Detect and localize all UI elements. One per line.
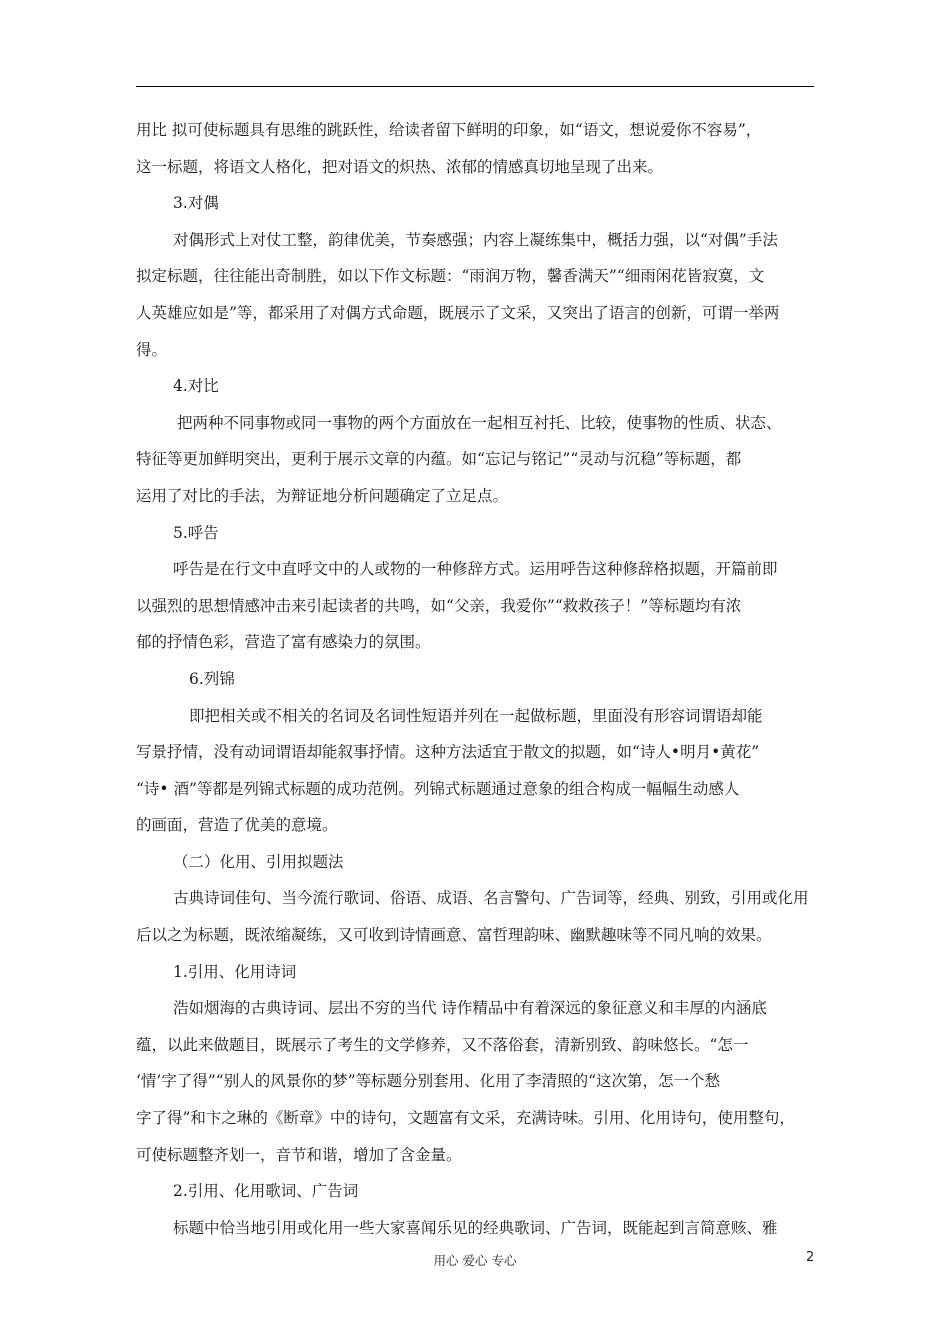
footer-motto: 用心 爱心 专心 [433,1253,517,1268]
paragraph-line: 后以之为标题，既浓缩凝练，又可收到诗情画意、富哲理韵味、幽默趣味等不同凡响的效果。 [136,926,772,945]
paragraph-line: 运用了对比的手法，为辩证地分析问题确定了立足点。 [136,486,509,505]
paragraph-line: “诗• 酒”等都是列锦式标题的成功范例。列锦式标题通过意象的组合构成一幅幅生动感人 [136,779,740,798]
page-number: 2 [806,1250,815,1265]
paragraph-line: 这一标题，将语文人格化，把对语文的炽热、浓郁的情感真切地呈现了出来。 [136,157,664,176]
paragraph-line: 标题中恰当地引用或化用一些大家喜闻乐见的经典歌词、广告词，既能起到言简意赅、雅 [173,1218,778,1237]
document-body [136,120,816,1254]
paragraph-line: 对偶形式上对仗工整，韵律优美，节奏感强；内容上凝练集中，概括力强，以“对偶”手法 [173,230,778,249]
paragraph-line: 以强烈的思想情感冲击来引起读者的共鸣，如“父亲，我爱你”“救救孩子！”等标题均有浓 [136,596,742,615]
paragraph-line: 郁的抒情色彩，营造了富有感染力的氛围。 [136,633,431,652]
paragraph-line: ‘情’字了得”“别人的风景你的梦”等标题分别套用、化用了李清照的“这次第，怎一个愁 [136,1072,721,1091]
paragraph-line: 把两种不同事物或同一事物的两个方面放在一起相互衬托、比较，使事物的性质、状态、 [177,413,782,432]
paragraph-line: 古典诗词佳句、当今流行歌词、俗语、成语、名言警句、广告词等，经典、别致，引用或化用 [173,889,809,908]
section-heading: 5.呼告 [173,523,219,542]
paragraph-line: 得。 [136,340,168,359]
paragraph-line: 特征等更加鲜明突出，更利于展示文章的内蕴。如“忘记与铭记”“灵动与沉稳”等标题，都 [136,450,742,469]
paragraph-line: 拟定标题，往往能出奇制胜，如以下作文标题：“雨润万物，馨香满天”“细雨闲花皆寂寞，文 [136,267,765,286]
section-heading: 6.列锦 [189,669,235,688]
section-heading: 4.对比 [173,377,219,396]
section-heading: （二）化用、引用拟题法 [173,852,344,871]
paragraph-line: 人英雄应如是”等，都采用了对偶方式命题，既展示了文采，又突出了语言的创新，可谓一举两 [136,303,780,322]
header-rule [136,86,814,87]
paragraph-line: 可使标题整齐划一，音节和谐，增加了含金量。 [136,1145,462,1164]
section-heading: 3.对偶 [173,194,219,213]
paragraph-line: 字了得”和卞之琳的《断章》中的诗句，文题富有文采，充满诗味。引用、化用诗句，使用整句， [136,1109,795,1128]
section-heading: 1.引用、化用诗词 [173,962,297,981]
paragraph-line: 用比 拟可使标题具有思维的跳跃性，给读者留下鲜明的印象，如“语文，想说爱你不容易”， [136,121,762,139]
paragraph-line: 浩如烟海的古典诗词、层出不穷的当代 诗作精品中有着深远的象征意义和丰厚的内涵底 [173,999,767,1018]
paragraph-line: 即把相关或不相关的名词及名词性短语并列在一起做标题，里面没有形容词谓语却能 [189,706,763,725]
section-heading: 2.引用、化用歌词、广告词 [173,1182,359,1201]
paragraph-line: 蕴，以此来做题目，既展示了考生的文学修养，又不落俗套，清新别致、韵味悠长。“怎一 [136,1035,749,1054]
paragraph-line: 写景抒情，没有动词谓语却能叙事抒情。这种方法适宜于散文的拟题，如“诗人•明月•黄花” [136,743,760,762]
paragraph-line: 呼告是在行文中直呼文中的人或物的一种修辞方式。运用呼告这种修辞格拟题，开篇前即 [173,560,778,579]
paragraph-line: 的画面，营造了优美的意境。 [136,816,338,835]
